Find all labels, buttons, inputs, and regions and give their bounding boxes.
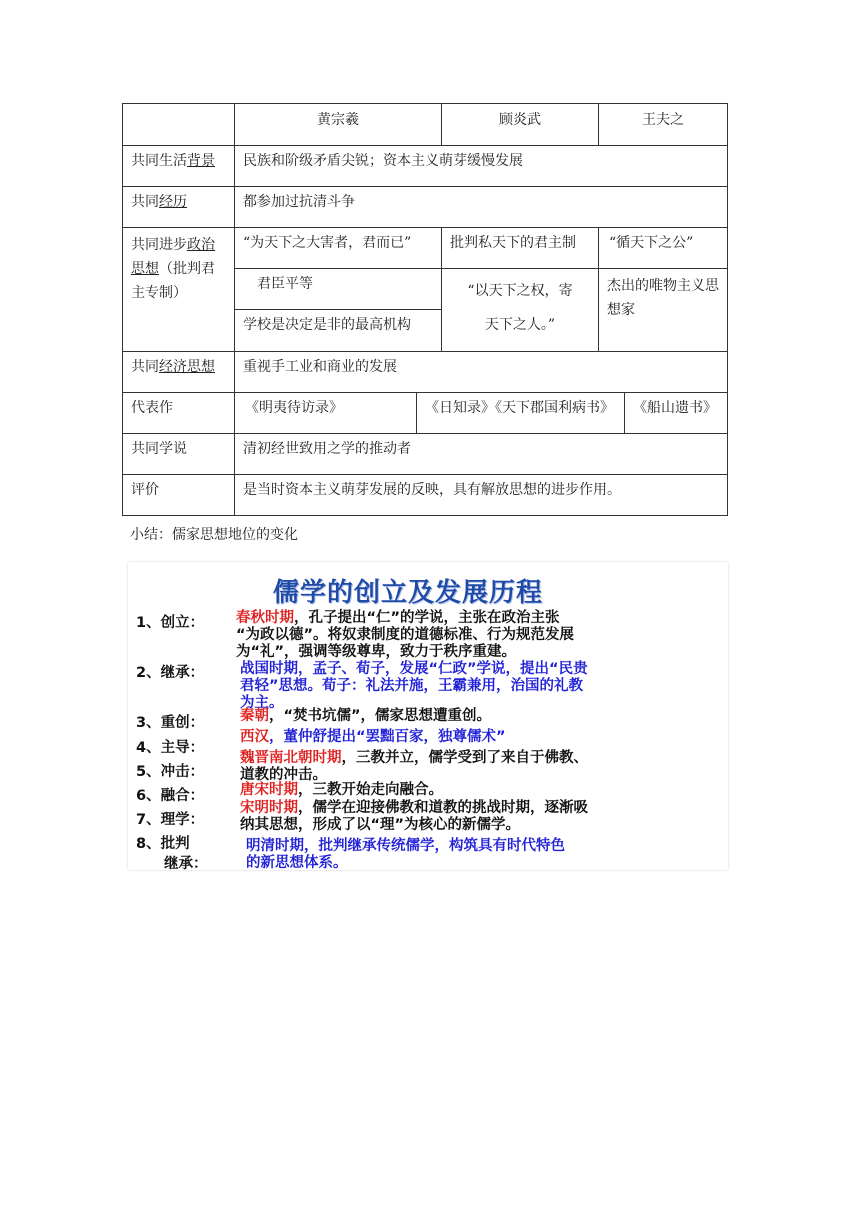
politics-label-d: （批判君主专制） (131, 261, 215, 301)
item-5-period: 魏晋南北朝时期 (240, 750, 342, 766)
experience-label-b: 经历 (159, 194, 187, 210)
item-1-line-1 (236, 610, 560, 627)
works-label-text: 代表作 (131, 400, 173, 416)
item-1-line-3: 为“礼”，强调等级尊卑，致力于秩序重建。 (236, 644, 517, 660)
politics-wang-2 (598, 268, 728, 351)
works-label (122, 392, 234, 433)
item-6-line-1 (240, 782, 443, 799)
politics-gu-2 (441, 268, 598, 351)
theory-value (234, 433, 728, 474)
evaluation-value (234, 474, 728, 516)
header-gu (441, 103, 598, 145)
item-6-text-1: ，三教开始走向融合。 (298, 782, 443, 798)
works-wang (624, 392, 728, 433)
item-8-line-1: 明清时期，批判继承传统儒学，构筑具有时代特色 (246, 838, 565, 854)
item-4-label: 4、主导： (136, 740, 205, 756)
background-label (122, 145, 234, 186)
evaluation-label (122, 474, 234, 516)
economy-label (122, 351, 234, 392)
politics-gu-2a: “以天下之权，寄 (467, 283, 573, 299)
item-1-period: 春秋时期 (236, 610, 294, 626)
summary-text: 小结：儒家思想地位的变化 (130, 527, 298, 543)
politics-label (122, 227, 234, 351)
item-6-label: 6、融合： (136, 788, 205, 804)
politics-huang-3 (234, 309, 441, 351)
politics-label-c: 思想 (131, 261, 159, 277)
politics-label-b: 政治 (187, 237, 215, 253)
background-label-b: 背景 (187, 153, 215, 169)
experience-value (234, 186, 728, 227)
politics-gu-2b: 天下之人。” (484, 317, 556, 333)
item-2-line-3: 为主。 (240, 695, 284, 711)
item-5-text-1: ，三教并立，儒学受到了来自于佛教、 (341, 750, 588, 766)
background-value-text: 民族和阶级矛盾尖锐；资本主义萌芽缓慢发展 (243, 153, 523, 169)
item-4-text-1: ，董仲舒提出“罢黜百家，独尊儒术” (269, 729, 506, 745)
header-wang (598, 103, 728, 145)
politics-wang-2-text: 杰出的唯物主义思想家 (607, 278, 719, 318)
item-4-period: 西汉 (240, 729, 269, 745)
theory-value-text: 清初经世致用之学的推动者 (243, 441, 411, 457)
theory-label (122, 433, 234, 474)
item-5-line-2: 道教的冲击。 (240, 767, 327, 783)
politics-huang-3-text: 学校是决定是非的最高机构 (243, 317, 411, 333)
confucianism-history-slide (128, 562, 728, 870)
politics-huang-1-text: “为天下之大害者，君而已” (243, 235, 412, 251)
item-8-label-2: 继承： (164, 856, 208, 872)
item-8-label: 8、批判 (136, 836, 190, 852)
item-2-line-1: 战国时期，孟子、荀子，发展“仁政”学说，提出“民贵 (240, 661, 588, 677)
background-label-a: 共同生活 (131, 153, 187, 169)
politics-label-a: 共同进步 (131, 237, 187, 253)
item-5-line-1 (240, 750, 588, 767)
politics-gu-1-text: 批判私天下的君主制 (450, 235, 576, 251)
item-7-label: 7、理学： (136, 812, 205, 828)
experience-label-a: 共同 (131, 194, 159, 210)
item-3-text-1: ，“焚书坑儒”，儒家思想遭重创。 (269, 708, 492, 724)
item-4-line-1 (240, 729, 506, 746)
politics-gu-1 (441, 227, 598, 268)
works-huang (234, 392, 416, 433)
item-1-label: 1、创立： (136, 615, 205, 631)
item-8-line-2: 的新思想体系。 (246, 855, 348, 871)
item-6-period: 唐宋时期 (240, 782, 298, 798)
works-gu (416, 392, 624, 433)
item-2-line-2: 君轻”思想。荀子：礼法并施，王霸兼用，治国的礼教 (240, 678, 584, 694)
item-5-label: 5、冲击： (136, 764, 205, 780)
experience-label (122, 186, 234, 227)
header-gu-text: 顾炎武 (499, 112, 541, 128)
works-huang-text: 《明夷待访录》 (245, 400, 343, 416)
politics-wang-1 (598, 227, 728, 268)
item-1-text-1: ，孔子提出“仁”的学说，主张在政治主张 (294, 610, 560, 626)
item-7-line-2: 纳其思想，形成了以“理”为核心的新儒学。 (240, 817, 521, 833)
item-7-text-1: ，儒学在迎接佛教和道教的挑战时期，逐渐吸 (298, 800, 588, 816)
economy-label-b: 经济思想 (159, 359, 215, 375)
politics-huang-2-text: 君臣平等 (257, 276, 313, 292)
item-3-label: 3、重创： (136, 715, 205, 731)
header-huang (234, 103, 441, 145)
experience-value-text: 都参加过抗清斗争 (243, 194, 355, 210)
header-wang-text: 王夫之 (642, 112, 684, 128)
item-2-label: 2、继承： (136, 665, 205, 681)
background-value (234, 145, 728, 186)
evaluation-value-text: 是当时资本主义萌芽发展的反映，具有解放思想的进步作用。 (243, 482, 621, 498)
politics-huang-2 (234, 268, 441, 309)
table-corner-cell (122, 103, 234, 145)
header-huang-text: 黄宗羲 (317, 112, 359, 128)
economy-value-text: 重视手工业和商业的发展 (243, 359, 397, 375)
item-7-line-1 (240, 800, 588, 817)
economy-label-a: 共同 (131, 359, 159, 375)
theory-label-text: 共同学说 (131, 441, 187, 457)
item-3-period: 秦朝 (240, 708, 269, 724)
works-wang-text: 《船山遗书》 (633, 400, 717, 416)
economy-value (234, 351, 728, 392)
slide-title: 儒学的创立及发展历程 (273, 578, 544, 608)
politics-wang-1-text: “循天下之公” (609, 235, 694, 251)
evaluation-label-text: 评价 (131, 482, 159, 498)
item-7-period: 宋明时期 (240, 800, 298, 816)
politics-huang-1 (234, 227, 441, 268)
item-3-line-1 (240, 708, 491, 725)
works-gu-text: 《日知录》《天下郡国利病书》 (425, 400, 614, 416)
item-1-line-2: “为政以德”。将奴隶制度的道德标准、行为规范发展 (236, 627, 575, 643)
